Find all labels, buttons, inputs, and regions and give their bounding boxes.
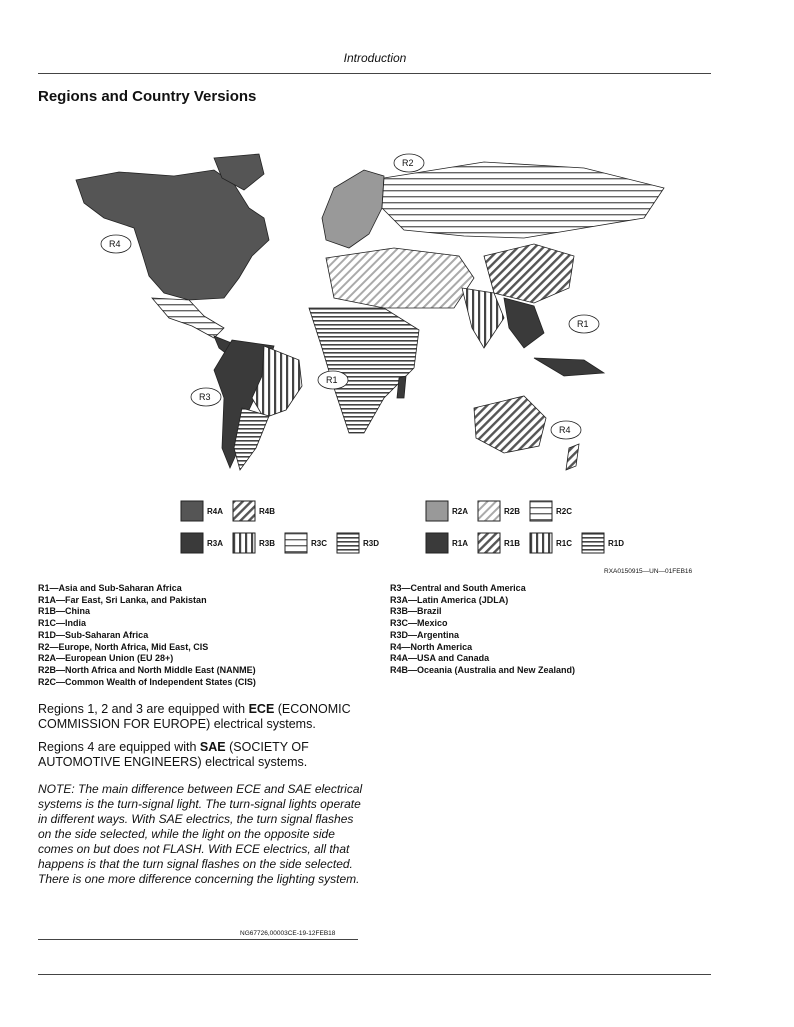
note-text: The main difference between ECE and SAE electrical systems is the turn-signal light. The turn-signal lights operate in different ways. With SAE electrics, the turn signal flashes on the side selected, while the light on the opposite side comes on but does not FLASH. With ECE electrics, all that happens is that the turn signal flashes on the side selected. There is one more difference concerning the lighting system.	[38, 782, 363, 886]
legend-swatch	[284, 532, 308, 554]
definition-item: R1C—India	[38, 618, 87, 629]
legend-item-r2c	[529, 500, 572, 522]
legend-item-r4b	[232, 500, 275, 522]
section-title: Regions and Country Versions	[38, 88, 257, 105]
map-label-r2: R2	[402, 158, 414, 168]
map-label-r4-oceania: R4	[559, 425, 571, 435]
legend-item-r1a	[425, 532, 468, 554]
legend-swatch	[425, 532, 449, 554]
definition-item: R2C—Common Wealth of Independent States (CIS)	[38, 676, 256, 687]
definition-item: R1D—Sub-Saharan Africa	[38, 629, 149, 640]
legend-swatch	[180, 500, 204, 522]
legend-item-r3b	[232, 532, 275, 554]
definition-item: R3B—Brazil	[390, 606, 442, 617]
legend-item-r3a	[180, 532, 223, 554]
legend-code: R2C	[556, 506, 573, 516]
legend-item-r1d	[581, 532, 624, 554]
document-reference: NG67726,00003CE-19-12FEB18	[240, 930, 336, 937]
legend-item-r1b	[477, 532, 520, 554]
nanme-shape	[326, 248, 474, 308]
legend-item-r2b	[477, 500, 520, 522]
legend-code: R1B	[504, 538, 521, 548]
definition-item: R1—Asia and Sub-Saharan Africa	[38, 583, 182, 593]
india-shape	[462, 288, 504, 348]
sub-saharan-africa-shape	[309, 308, 419, 433]
australia-shape	[474, 396, 546, 453]
map-legend	[180, 500, 730, 560]
legend-swatch	[232, 532, 256, 554]
definition-item: R2B—North Africa and North Middle East (NANME)	[38, 664, 256, 675]
figure-id: RXA0150915—UN—01FEB16	[604, 568, 693, 575]
map-label-r4-na: R4	[109, 239, 121, 249]
legend-item-r3d	[336, 532, 379, 554]
legend-swatch	[477, 532, 501, 554]
legend-item-r3c	[284, 532, 327, 554]
definition-item: R4B—Oceania (Australia and New Zealand)	[390, 664, 576, 675]
definition-item: R3A—Latin America (JDLA)	[390, 594, 509, 605]
definition-item: R2A—European Union (EU 28+)	[38, 653, 174, 664]
legend-code: R4A	[207, 506, 224, 516]
legend-code: R1A	[452, 538, 469, 548]
header-rule	[38, 73, 711, 74]
legend-swatch	[529, 532, 553, 554]
note-block	[38, 782, 363, 887]
definitions-right	[390, 583, 575, 677]
section-end-rule	[38, 939, 358, 940]
legend-swatch	[180, 532, 204, 554]
map-label-r1-asia: R1	[577, 319, 589, 329]
legend-swatch	[425, 500, 449, 522]
paragraph-ece: Regions 1, 2 and 3 are equipped with ECE (ECONOMIC COMMISSION FOR EUROPE) electrical systems.	[38, 702, 351, 731]
legend-code: R2B	[504, 506, 521, 516]
legend-swatch	[336, 532, 360, 554]
legend-code: R3D	[363, 538, 380, 548]
legend-code: R2A	[452, 506, 469, 516]
note-label: NOTE:	[38, 782, 75, 796]
map-label-r3: R3	[199, 392, 211, 402]
definition-item: R1B—China	[38, 606, 91, 617]
definition-item: R3D—Argentina	[390, 629, 460, 640]
china-shape	[484, 244, 574, 303]
running-header: Introduction	[343, 51, 407, 65]
footer-rule	[38, 974, 711, 975]
definition-item: R4A—USA and Canada	[390, 653, 490, 664]
definitions-left	[38, 583, 256, 688]
legend-code: R1D	[608, 538, 625, 548]
legend-item-r2a	[425, 500, 468, 522]
definition-item: R2—Europe, North Africa, Mid East, CIS	[38, 641, 209, 652]
legend-code: R3C	[311, 538, 328, 548]
legend-item-r4a	[180, 500, 223, 522]
legend-code: R3B	[259, 538, 276, 548]
legend-code: R4B	[259, 506, 276, 516]
cis-shape	[382, 162, 664, 238]
definition-item: R3—Central and South America	[390, 583, 526, 593]
world-region-map	[64, 148, 684, 478]
mexico-shape	[152, 298, 224, 338]
definition-item: R3C—Mexico	[390, 618, 448, 629]
paragraph-sae: Regions 4 are equipped with SAE (SOCIETY OF AUTOMOTIVE ENGINEERS) electrical systems.	[38, 740, 309, 769]
definition-item: R4—North America	[390, 641, 473, 652]
europe-shape	[322, 170, 384, 248]
legend-swatch	[529, 500, 553, 522]
legend-swatch	[477, 500, 501, 522]
definition-item: R1A—Far East, Sri Lanka, and Pakistan	[38, 594, 207, 605]
legend-item-r1c	[529, 532, 572, 554]
map-label-r1-africa: R1	[326, 375, 338, 385]
legend-swatch	[581, 532, 605, 554]
north-america-shape	[76, 170, 269, 300]
legend-code: R3A	[207, 538, 224, 548]
legend-swatch	[232, 500, 256, 522]
legend-code: R1C	[556, 538, 573, 548]
